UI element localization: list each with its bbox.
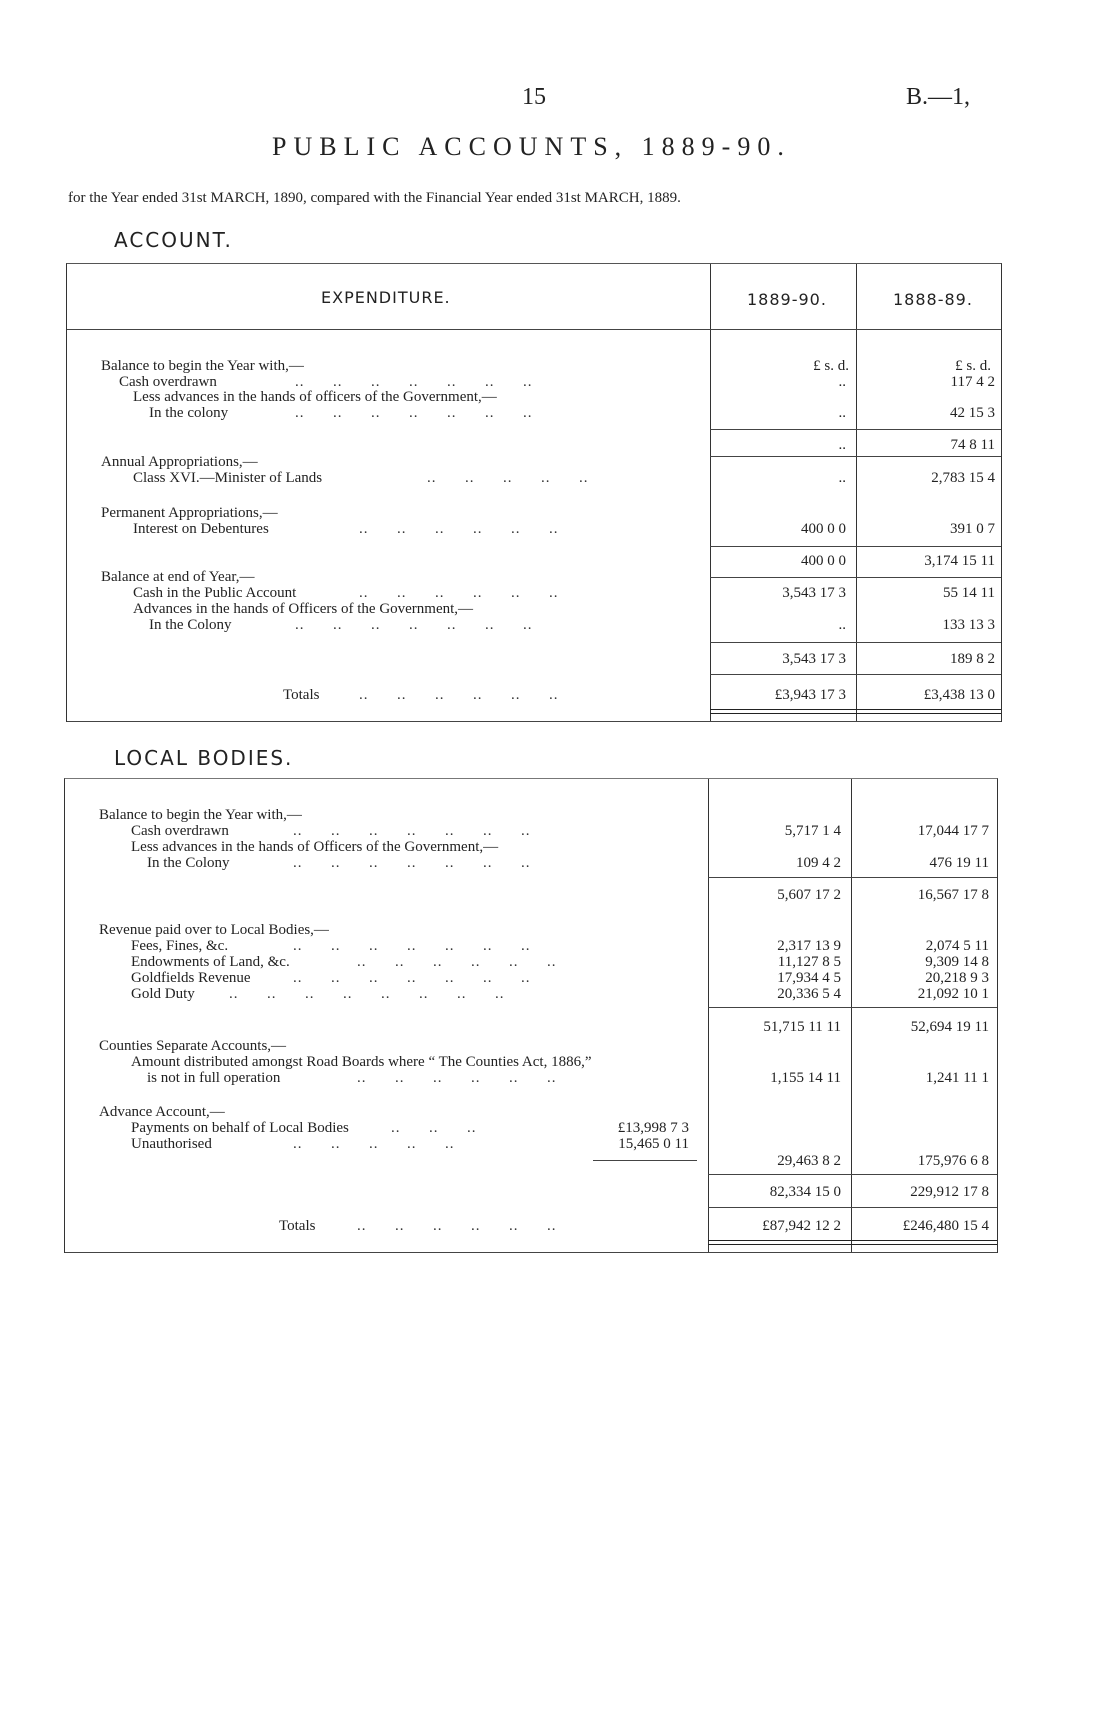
row-label: Cash in the Public Account — [133, 585, 297, 601]
value-cell: 2,317 13 9 — [777, 938, 841, 954]
row-label: Revenue paid over to Local Bodies,— — [99, 922, 329, 938]
row-label: Balance to begin the Year with,— — [101, 358, 304, 374]
row-label: is not in full operation — [147, 1070, 281, 1086]
value-cell: 51,715 11 11 — [763, 1019, 841, 1035]
account-table: EXPENDITURE. 1889-90. 1888-89. £ s. d. £ s. d. Balance to begin the Year with,— Cash overdrawn .. .. .. .. .. .. .. Less advances in the hands of officers of the Government,— In the colony .. .. .. .. .. .. .. Annual Appropriations,— Class XVI.—Minister of Lands .. .. .. .. .. Permanent Appropriations,— Interest on Debentures .. .. .. .. .. .. Balance at end of Year,— Cash in the Public Account .. .. .. .. .. .. Advances in the hands of Officers of the Government,— In the Colony .. .. .. .. .. .. .. Totals .. .. .. .. .. .. .. 117 4 2 .. 42 15 3 .. 74 8 11 .. 2,783 15 4 400 0 0 391 0 7 400 0 0 3,174 15 11 3,543 17 3 55 14 11 .. 133 13 3 3,543 17 3 189 8 2 £3,943 17 3 £3,438 13 0 — [66, 263, 1002, 722]
value-cell: 189 8 2 — [950, 651, 995, 667]
value-cell: 109 4 2 — [796, 855, 841, 871]
header-1888-89: 1888-89. — [893, 290, 973, 309]
row-label: In the Colony — [149, 617, 232, 633]
page-title: PUBLIC ACCOUNTS, 1889-90. — [272, 132, 791, 161]
row-label: Interest on Debentures — [133, 521, 269, 537]
inner-value: 15,465 0 11 — [618, 1136, 689, 1152]
value-cell: 5,607 17 2 — [777, 887, 841, 903]
value-cell: 1,241 11 1 — [925, 1070, 989, 1086]
value-cell: 20,336 5 4 — [777, 986, 841, 1002]
inner-value: £13,998 7 3 — [617, 1120, 689, 1136]
row-label: In the colony — [149, 405, 229, 421]
value-cell: 9,309 14 8 — [925, 954, 989, 970]
value-cell: 3,174 15 11 — [924, 553, 995, 569]
row-label: Less advances in the hands of officers of the Government,— — [133, 389, 497, 405]
unit-1888-89: £ s. d. — [955, 358, 991, 374]
row-label: In the Colony — [147, 855, 230, 871]
row-label: Advances in the hands of Officers of the Government,— — [133, 601, 474, 617]
value-cell: 400 0 0 — [801, 521, 846, 537]
value-cell: 82,334 15 0 — [769, 1184, 841, 1200]
value-cell: 52,694 19 11 — [910, 1019, 989, 1035]
section-title-account: ACCOUNT. — [114, 228, 233, 252]
value-cell: 17,044 17 7 — [917, 823, 989, 839]
value-cell: .. — [838, 617, 846, 633]
value-cell: 74 8 11 — [950, 437, 995, 453]
row-label: Payments on behalf of Local Bodies — [131, 1120, 349, 1136]
row-label: Unauthorised — [131, 1136, 212, 1152]
row-label: Counties Separate Accounts,— — [99, 1038, 287, 1054]
value-cell: 55 14 11 — [943, 585, 995, 601]
value-cell: 5,717 1 4 — [784, 823, 841, 839]
row-label: Balance to begin the Year with,— — [99, 807, 302, 823]
value-cell: 133 13 3 — [942, 617, 995, 633]
section-title-local-bodies: LOCAL BODIES. — [114, 746, 294, 770]
header-expenditure: EXPENDITURE. — [321, 288, 451, 307]
value-cell: 3,543 17 3 — [782, 585, 846, 601]
value-cell: 3,543 17 3 — [782, 651, 846, 667]
row-label: Less advances in the hands of Officers of the Government,— — [131, 839, 499, 855]
row-label: Gold Duty — [131, 986, 195, 1002]
value-cell: 391 0 7 — [950, 521, 995, 537]
value-cell: 21,092 10 1 — [917, 986, 989, 1002]
value-cell-total: £3,438 13 0 — [923, 687, 995, 703]
local-bodies-table: Balance to begin the Year with,— Cash overdrawn .. .. .. .. .. .. .. Less advances in the hands of Officers of the Government,— In the Colony .. .. .. .. .. .. .. Revenue paid over to Local Bodies,— Fees, Fines, &c. .. .. .. .. .. .. .. Endowments of Land, &c. .. .. .. .. .. .. Goldfields Revenue .. .. .. .. .. .. .. Gold Duty .. .. .. .. .. .. .. .. Counties Separate Accounts,— Amount distributed amongst Road Boards where “ The Counties Act, 1886,” is not in full operation .. .. .. .. .. .. Advance Account,— Payments on behalf of Local Bodies .. .. .. Unauthorised .. .. .. .. .. £13,998 7 3 15,465 0 11 Totals .. .. .. .. .. .. 5,717 1 4 17,044 17 7 109 4 2 476 19 11 5,607 17 2 16,567 17 8 2,317 13 9 2,074 5 11 11,127 8 5 9,309 14 8 17,934 4 5 20,218 9 3 20,336 5 4 21,092 10 1 51,715 11 11 52,694 19 11 1,155 14 11 1,241 11 1 29,463 8 2 175,976 6 8 82,334 15 0 229,912 17 8 £87,942 12 2 £246,480 15 4 — [64, 778, 998, 1253]
value-cell: 42 15 3 — [950, 405, 995, 421]
value-cell: 17,934 4 5 — [777, 970, 841, 986]
page-subtitle: for the Year ended 31st MARCH, 1890, compared with the Financial Year ended 31st MARCH, 1889. — [68, 190, 681, 206]
value-cell: .. — [838, 405, 846, 421]
row-label: Permanent Appropriations,— — [101, 505, 278, 521]
value-cell: 2,074 5 11 — [925, 938, 989, 954]
page-number: 15 — [522, 84, 546, 110]
value-cell: 20,218 9 3 — [925, 970, 989, 986]
value-cell: 117 4 2 — [950, 374, 995, 390]
row-label: Endowments of Land, &c. — [131, 954, 290, 970]
value-cell: 229,912 17 8 — [910, 1184, 989, 1200]
row-label: Amount distributed amongst Road Boards where “ The Counties Act, 1886,” — [131, 1054, 592, 1070]
value-cell: 29,463 8 2 — [777, 1153, 841, 1169]
value-cell: 11,127 8 5 — [777, 954, 841, 970]
row-label: Cash overdrawn — [131, 823, 229, 839]
value-cell: 16,567 17 8 — [917, 887, 989, 903]
unit-1889-90: £ s. d. — [813, 358, 849, 374]
value-cell: .. — [838, 470, 846, 486]
value-cell: 400 0 0 — [801, 553, 846, 569]
row-label: Balance at end of Year,— — [101, 569, 255, 585]
row-label-totals: Totals — [283, 687, 320, 703]
row-label: Annual Appropriations,— — [101, 454, 258, 470]
value-cell: .. — [838, 374, 846, 390]
value-cell: 1,155 14 11 — [770, 1070, 841, 1086]
value-cell-total: £3,943 17 3 — [774, 687, 846, 703]
document-reference: B.—1, — [906, 84, 971, 110]
value-cell-total: £246,480 15 4 — [902, 1218, 989, 1234]
value-cell: 476 19 11 — [929, 855, 989, 871]
value-cell-total: £87,942 12 2 — [762, 1218, 841, 1234]
row-label: Class XVI.—Minister of Lands — [133, 470, 323, 486]
row-label: Goldfields Revenue — [131, 970, 251, 986]
value-cell: 2,783 15 4 — [931, 470, 995, 486]
value-cell: .. — [838, 437, 846, 453]
row-label-totals: Totals — [279, 1218, 316, 1234]
row-label: Fees, Fines, &c. — [131, 938, 229, 954]
row-label: Advance Account,— — [99, 1104, 225, 1120]
header-1889-90: 1889-90. — [747, 290, 827, 309]
row-label: Cash overdrawn — [119, 374, 217, 390]
value-cell: 175,976 6 8 — [917, 1153, 989, 1169]
